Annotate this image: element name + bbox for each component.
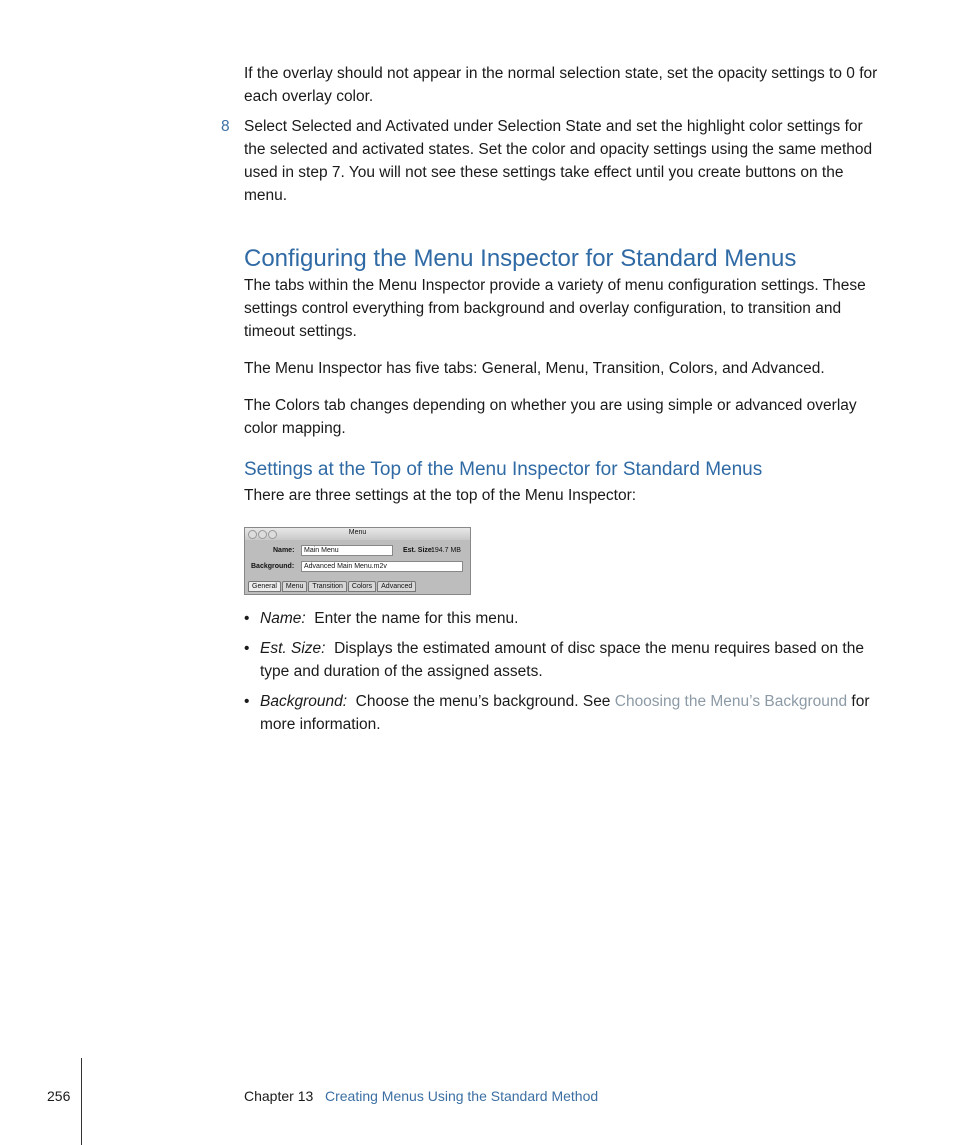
step-number: 8 xyxy=(221,118,230,135)
paragraph: The tabs within the Menu Inspector provide a variety of menu configuration settings. These settings control everything from background and overlay configuration, to transition and timeout settings. xyxy=(244,277,866,340)
paragraph: If the overlay should not appear in the normal selection state, set the opacity settings to 0 for each overlay color. xyxy=(244,65,878,105)
paragraph: There are three settings at the top of the Menu Inspector: xyxy=(244,487,637,504)
page-number: 256 xyxy=(47,1088,71,1104)
bullet-term: Background: xyxy=(260,693,348,710)
bullet-term: Est. Size: xyxy=(260,640,326,657)
window-titlebar xyxy=(245,528,470,540)
bullet-text: Choose the menu’s background. See xyxy=(355,693,615,710)
background-label: Background: xyxy=(251,563,295,570)
document-page: If the overlay should not appear in the normal selection state, set the opacity settings to 0 for each overlay color. 8 Select Selected and Activated under Selection State and set the highlight color settings for the selected and activated states. Set the color and opacity settings using the same method used in step 7. You will not see these settings take effect until you create buttons on the menu. Configuring the Menu Inspector for Standard Menus The tabs within the Menu Inspector provide a variety of menu configuration settings. These settings control everything from background and overlay configuration, to transition and timeout settings. The Menu Inspector has five tabs: General, Menu, Transition, Colors, and Advanced. The Colors tab changes depending on whether you are using simple or advanced overlay color mapping. Settings at the Top of the Menu Inspector for Standard Menus There are three settings at the top of the Menu Inspector: Menu Name: Main Menu Est. Size: 194.7 MB Background: Advanced Main Menu.m2v General Menu Transition Colors Advanced • Name: Enter the name for this menu. • Est. Size: Displays the estimated amount of disc space the menu requires based on the type and duration of the assigned assets. • Background: Choose the menu’s background. See Choosing the Menu’s Background for more information. 256 Chapter 13 Creating Menus Using the Standard Method xyxy=(0,0,954,1145)
background-select: Advanced Main Menu.m2v xyxy=(301,561,463,572)
name-label: Name: xyxy=(273,547,295,554)
footer-chapter-title[interactable]: Creating Menus Using the Standard Method xyxy=(325,1088,599,1104)
paragraph: The Menu Inspector has five tabs: General, Menu, Transition, Colors, and Advanced. xyxy=(244,360,825,377)
step-8-text: Select Selected and Activated under Selection State and set the highlight color settings for the selected and activated states. Set the color and opacity settings using the same method used in step 7. You will not see these settings take effect until you create buttons on the menu. xyxy=(244,118,873,204)
menu-inspector-screenshot xyxy=(244,527,471,595)
tab-transition: Transition xyxy=(308,581,346,592)
footer-chapter: Chapter 13 xyxy=(244,1088,314,1104)
bullet-text: Enter the name for this menu. xyxy=(314,610,519,627)
bullet-term: Name: xyxy=(260,610,306,627)
est-size-value: 194.7 MB xyxy=(431,547,461,554)
section-heading: Configuring the Menu Inspector for Standard Menus xyxy=(244,245,797,272)
window-controls-icon xyxy=(248,530,278,542)
window-title: Menu xyxy=(348,529,367,536)
tab-advanced: Advanced xyxy=(377,581,416,592)
bullet-text: for more information. xyxy=(260,693,870,733)
inspector-tabs xyxy=(248,581,417,592)
background-link[interactable]: Choosing the Menu’s Background xyxy=(614,693,848,710)
footer-divider xyxy=(81,1058,82,1145)
tab-colors: Colors xyxy=(348,581,376,592)
tab-general: General xyxy=(248,581,281,592)
paragraph: The Colors tab changes depending on whether you are using simple or advanced overlay color mapping. xyxy=(244,397,857,437)
est-size-label: Est. Size: xyxy=(403,547,435,554)
tab-menu: Menu xyxy=(282,581,308,592)
subsection-heading: Settings at the Top of the Menu Inspector for Standard Menus xyxy=(244,459,763,480)
bullet-text: Displays the estimated amount of disc space the menu requires based on the type and duration of the assigned assets. xyxy=(260,640,864,680)
name-field: Main Menu xyxy=(301,545,393,556)
